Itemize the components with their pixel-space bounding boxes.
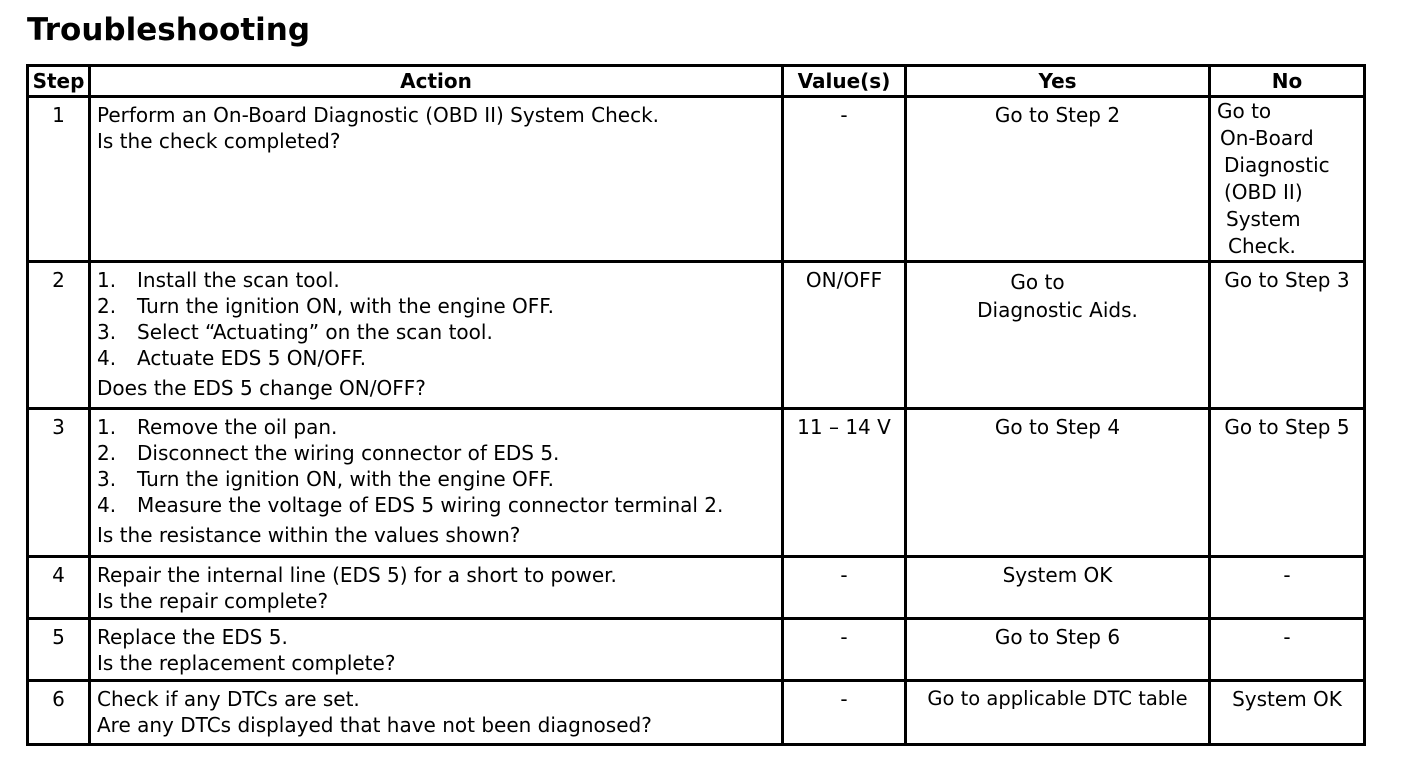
action-cell [90,97,783,262]
action-question: Does the EDS 5 change ON/OFF? [97,376,426,400]
action-step [97,414,777,440]
action-line: Check if any DTCs are set. [97,687,360,711]
action-cell [90,409,783,557]
action-step-number: 3. [97,467,117,491]
action-question: Is the resistance within the values shown? [97,523,521,547]
header-yes: Yes [906,66,1210,97]
action-step-number: 1. [97,415,117,439]
action-step-text: Disconnect the wiring connector of EDS 5. [137,441,560,465]
action-line: Repair the internal line (EDS 5) for a short to power. [97,563,617,587]
value-cell: ON/OFF [783,262,906,409]
value-cell: - [783,97,906,262]
table-row [28,557,1365,619]
no-cell: Go to Step 3 [1210,262,1365,409]
no-cell [1210,97,1365,262]
step-cell: 2 [28,262,90,409]
header-step: Step [28,66,90,97]
no-line: (OBD II) [1224,180,1303,204]
yes-line: Diagnostic Aids. [977,298,1138,322]
action-step-number: 3. [97,320,117,344]
value-cell: - [783,681,906,745]
value-cell: 11 – 14 V [783,409,906,557]
header-action: Action [90,66,783,97]
action-question: Are any DTCs displayed that have not been diagnosed? [97,713,652,737]
action-step [97,466,777,492]
action-step-number: 4. [97,346,117,370]
action-line: Replace the EDS 5. [97,625,288,649]
action-step-number: 2. [97,294,117,318]
yes-line: Go to [1010,270,1065,294]
action-step-text: Turn the ignition ON, with the engine OFF. [137,294,554,318]
step-cell: 1 [28,97,90,262]
action-line: Perform an On-Board Diagnostic (OBD II) System Check. [97,103,660,127]
action-step-text: Install the scan tool. [137,268,340,292]
action-question: Is the check completed? [97,129,341,153]
no-cell: System OK [1210,681,1365,745]
yes-cell: Go to Step 4 [906,409,1210,557]
action-step-text: Turn the ignition ON, with the engine OFF. [137,467,554,491]
action-question: Is the replacement complete? [97,651,396,675]
troubleshooting-table [26,64,1366,746]
action-step-number: 2. [97,441,117,465]
action-cell [90,681,783,745]
header-values: Value(s) [783,66,906,97]
header-row [28,66,1365,97]
step-cell: 6 [28,681,90,745]
yes-cell: Go to Step 6 [906,619,1210,681]
table-row [28,619,1365,681]
table-row [28,262,1365,409]
no-cell: Go to Step 5 [1210,409,1365,557]
no-cell: - [1210,619,1365,681]
action-cell [90,557,783,619]
action-step [97,293,777,319]
action-cell [90,619,783,681]
table-row [28,409,1365,557]
action-step [97,492,777,518]
step-cell: 3 [28,409,90,557]
yes-cell [906,262,1210,409]
action-step-number: 1. [97,268,117,292]
no-line: System [1226,207,1301,231]
no-line: Go to [1217,99,1272,123]
action-step-text: Actuate EDS 5 ON/OFF. [137,346,367,370]
yes-cell: Go to Step 2 [906,97,1210,262]
yes-cell: System OK [906,557,1210,619]
action-step [97,267,777,293]
no-line: Diagnostic [1224,153,1330,177]
action-question: Is the repair complete? [97,589,329,613]
value-cell: - [783,557,906,619]
action-step-text: Measure the voltage of EDS 5 wiring connector terminal 2. [137,493,724,517]
table-row [28,681,1365,745]
no-line: Check. [1228,234,1296,258]
value-cell: - [783,619,906,681]
yes-cell: Go to applicable DTC table [906,681,1210,745]
action-step-text: Remove the oil pan. [137,415,338,439]
action-step-text: Select “Actuating” on the scan tool. [137,320,493,344]
action-cell [90,262,783,409]
header-no: No [1210,66,1365,97]
step-cell: 5 [28,619,90,681]
step-cell: 4 [28,557,90,619]
action-step [97,440,777,466]
no-cell: - [1210,557,1365,619]
table-row [28,97,1365,262]
action-step-number: 4. [97,493,117,517]
action-step [97,319,777,345]
no-line: On-Board [1220,126,1314,150]
page-title: Troubleshooting [27,12,311,48]
action-step [97,345,777,371]
